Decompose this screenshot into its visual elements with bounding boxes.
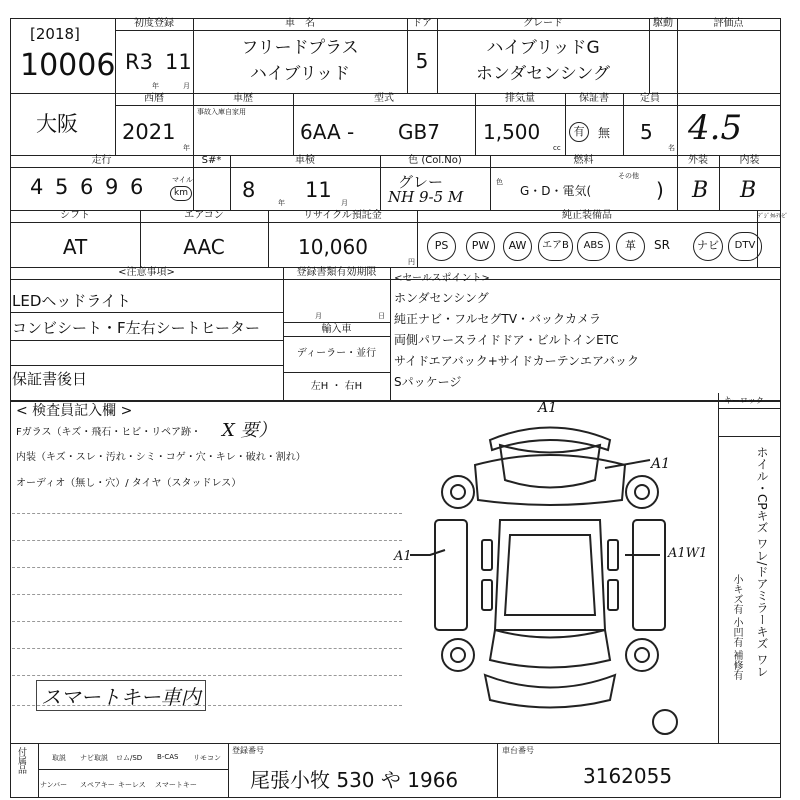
caution-4: 保証書後日 (12, 370, 88, 388)
equip-navi: ナビ (693, 232, 723, 261)
equip-ps: PS (427, 232, 456, 261)
diag-mark-top: A1 (538, 400, 558, 416)
cc-label: cc (553, 144, 561, 152)
shaken-year: 8 (242, 178, 256, 202)
car-name-1: フリードプラス (241, 38, 359, 58)
first-reg-month: 11 (165, 50, 192, 74)
score-label: 評価点 (713, 18, 744, 29)
vin: 3162055 (583, 764, 673, 788)
dealer: ディーラー・並行 (296, 348, 377, 359)
sales-point-4: サイドエアバック+サイドカーテンエアバック (394, 354, 640, 368)
mileage-label: 走行 (91, 155, 112, 166)
tsuki-label: 月 (183, 82, 190, 90)
equip-airbag: エアB (538, 232, 573, 261)
exterior-grade: B (692, 178, 709, 203)
recycle: 10,060 (298, 235, 368, 259)
inspection-line-1: Fガラス（キズ・飛石・ヒビ・リペア跡・ (16, 427, 202, 438)
att-bottom-4: スマートキー (155, 781, 197, 789)
equip-aw: AW (503, 232, 532, 261)
color-code: NH 9-5 M (388, 188, 464, 206)
doors: 5 (415, 49, 429, 73)
capacity-unit: 名 (668, 144, 675, 152)
handwritten-note: スマートキー車内 (36, 680, 206, 711)
first-reg-era: R3 (125, 50, 153, 74)
tsuki-label-3: 月 (341, 199, 348, 207)
seireki: 2021 (122, 120, 176, 144)
inspection-line-1-hand: X 要） (222, 420, 277, 441)
nen-label-2: 年 (183, 144, 190, 152)
shift-label: シフト (60, 210, 90, 221)
mileage-digit: 9 (105, 175, 119, 199)
att-top-4: B-CAS (157, 753, 179, 761)
mileage-digit: 6 (130, 175, 144, 199)
grade-1: ハイブリッドG (486, 38, 600, 58)
paint-label: 色 (496, 178, 503, 186)
equip-abs: ABS (577, 232, 610, 261)
deadline-month: 月 (315, 312, 322, 320)
att-top-2: ナビ取説 (80, 754, 108, 762)
plate-label: 登録番号 (232, 746, 264, 755)
car-name-2: ハイブリッド (249, 64, 351, 84)
keylock-label: キーロック (724, 396, 764, 405)
dtv-label: ﾃﾞｼﾞﾀﾙﾃﾚﾋﾞ (758, 213, 789, 220)
drive-label: 駆動 (653, 18, 673, 29)
history-label: 車歴 (233, 93, 253, 104)
car-name-label: 車 名 (285, 18, 315, 29)
attachments-label: 付属品 (16, 747, 26, 774)
fuel-close: ) (656, 178, 664, 202)
equip-label: 純正装備品 (562, 210, 612, 221)
mileage-digit: 6 (80, 175, 94, 199)
equip-dtv: DTV (728, 232, 762, 261)
mileage-digit: 5 (55, 175, 69, 199)
caution-1: LEDヘッドライト (12, 292, 131, 310)
side-text: ホイル・CPキズ ワレ/ドアミラーキズ ワレ (755, 446, 769, 678)
sales-point-2: 純正ナビ・フルセグTV・バックカメラ (394, 312, 602, 326)
lot-number: 10006 (20, 48, 116, 83)
year-tag: [2018] (30, 25, 80, 43)
model-label: 型式 (374, 93, 394, 104)
interior-label: 内装 (739, 155, 760, 166)
inspection-title: < 検査員記入欄 > (16, 403, 133, 419)
region: 大阪 (36, 112, 78, 136)
capacity: 5 (640, 120, 653, 144)
att-top-1: 取説 (52, 754, 66, 762)
diag-mark-left: A1 (394, 549, 412, 564)
caution-label: <注意事項> (118, 267, 175, 278)
shift: AT (62, 235, 88, 259)
nen-label-3: 年 (278, 199, 285, 207)
score-handwritten: 4.5 (688, 108, 743, 148)
diag-mark-right: A1W1 (668, 546, 708, 561)
grade-label: グレード (523, 18, 563, 29)
att-bottom-1: ナンバー (40, 781, 68, 789)
diag-mark-right-top: A1 (651, 456, 671, 472)
nen-label: 年 (152, 82, 159, 90)
inspection-line-3: オーディオ（無し・穴）/ タイヤ（スタッドレス） (16, 478, 242, 489)
aircon: AAC (183, 235, 225, 259)
yen-label: 円 (408, 258, 415, 266)
shaken-month: 11 (305, 178, 332, 202)
mileage-unit-km: km (170, 186, 192, 201)
import-label: 輸入車 (321, 324, 352, 335)
grade-2: ホンダセンシング (475, 64, 611, 84)
sales-point-3: 両側パワースライドドア・ビルトインETC (394, 333, 619, 347)
exterior-label: 外装 (688, 155, 708, 166)
att-top-3: ロム/SD (116, 754, 143, 762)
sales-point-5: Sパッケージ (394, 375, 462, 389)
mileage-digits (30, 175, 170, 205)
equip-sunroof: SR (654, 238, 670, 252)
history-note: 事故入庫自家用 (197, 108, 246, 116)
att-bottom-2: スペアキー (80, 781, 115, 789)
interior-grade: B (740, 178, 757, 203)
fuel-options: G・D・電気( (520, 184, 592, 198)
inspection-line-2: 内装（キズ・スレ・汚れ・シミ・コゲ・穴・キレ・破れ・割れ） (16, 452, 306, 463)
door-label: ドア (412, 18, 432, 29)
recycle-label: リサイクル預託金 (303, 210, 382, 221)
aircon-label: エアコン (184, 210, 224, 221)
model-1: 6AA - (300, 120, 355, 144)
color-label: 色 (Col.No) (408, 155, 462, 166)
vin-label: 車台番号 (502, 746, 534, 755)
caution-2: コンビシート・F左右シートヒーター (12, 319, 261, 337)
equip-pw: PW (466, 232, 495, 261)
fuel-label: 燃料 (573, 155, 594, 166)
color-name: グレー (398, 173, 444, 191)
warranty-yes: 有 (569, 122, 589, 142)
mileage-digit: 4 (30, 175, 44, 199)
displacement-label: 排気量 (505, 93, 535, 104)
sales-point-1: ホンダセンシング (394, 291, 489, 305)
shaken-label: 車検 (295, 155, 315, 166)
model-2: GB7 (398, 120, 440, 144)
displacement: 1,500 (483, 120, 541, 144)
deadline-label: 登録書類有効期限 (296, 267, 377, 278)
capacity-label: 定員 (640, 93, 660, 104)
side-text-2: 小キズ有 小凹有 補修有 (731, 574, 742, 681)
handle: 左H ・ 右H (310, 381, 363, 392)
equip-leather: 革 (616, 232, 645, 261)
att-bottom-3: キーレス (118, 781, 146, 789)
mileage-unit-top: マイル (172, 176, 193, 184)
att-top-5: リモコン (193, 754, 221, 762)
warranty-label: 保証書 (579, 93, 609, 104)
sflag-label: S#* (201, 155, 222, 166)
sales-label: <セールスポイント> (394, 273, 490, 284)
first-reg-label: 初度登録 (134, 18, 174, 29)
car-diagram (410, 400, 710, 745)
seireki-label: 西暦 (144, 93, 164, 104)
fuel-other: その他 (618, 172, 639, 180)
plate: 尾張小牧 530 や 1966 (250, 768, 459, 792)
deadline-day: 日 (378, 312, 385, 320)
warranty-no: 無 (598, 126, 611, 140)
